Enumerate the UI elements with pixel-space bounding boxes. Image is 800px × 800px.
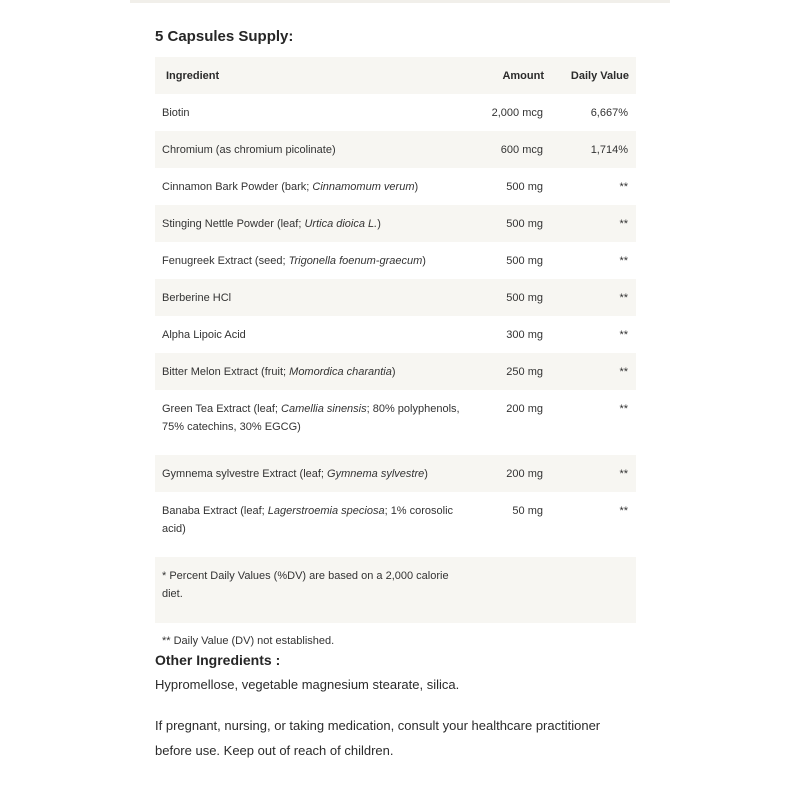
ingredient-amount: 500 mg [471, 279, 551, 316]
table-row [155, 242, 636, 279]
ingredient-name: Bitter Melon Extract (fruit; Momordica charantia) [155, 353, 471, 390]
ingredient-daily-value: ** [619, 505, 628, 517]
ingredient-daily-value: 1,714% [551, 131, 636, 168]
table-row [155, 279, 636, 316]
table-row [155, 94, 636, 131]
ingredient-name: Chromium (as chromium picolinate) [155, 131, 471, 168]
footnote-spacer [471, 557, 551, 623]
ingredient-header: Ingredient [155, 57, 471, 94]
supply-title: 5 Capsules Supply: [155, 28, 294, 45]
ingredient-amount: 500 mg [506, 180, 543, 193]
other-ingredients-title: Other Ingredients : [155, 652, 281, 668]
ingredient-name: Fenugreek Extract (seed; Trigonella foenum-graecum) [162, 254, 426, 267]
ingredient-name: Gymnema sylvestre Extract (leaf; Gymnema sylvestre) [155, 455, 471, 492]
table-row [155, 455, 636, 492]
table-row [155, 205, 636, 242]
ingredient-daily-value: ** [551, 353, 636, 390]
table-row [155, 131, 636, 168]
ingredient-name: Green Tea Extract (leaf; Camellia sinensis; 80% polyphenols, 75% catechins, 30% EGCG) [162, 403, 460, 433]
ingredient-amount: 500 mg [506, 254, 543, 267]
table-header-row [155, 57, 636, 94]
warning-text: If pregnant, nursing, or taking medication, consult your healthcare practitioner before use. Keep out of reach of children. [155, 718, 601, 758]
table-row [155, 492, 636, 557]
ingredient-name: Stinging Nettle Powder (leaf; Urtica dioica L.) [155, 205, 471, 242]
ingredient-daily-value: ** [551, 205, 636, 242]
table-row [155, 168, 636, 205]
ingredient-name: Berberine HCl [155, 279, 471, 316]
top-divider [130, 0, 670, 3]
ingredient-daily-value: ** [619, 180, 628, 193]
ingredient-daily-value: ** [619, 254, 628, 267]
other-ingredients-text: Hypromellose, vegetable magnesium stearate, silica. [155, 677, 460, 692]
ingredient-daily-value: 6,667% [590, 106, 628, 119]
ingredient-amount: 250 mg [471, 353, 551, 390]
ingredient-daily-value: ** [551, 455, 636, 492]
daily-value-header: Daily Value [551, 57, 636, 94]
percent-dv-footnote: * Percent Daily Values (%DV) are based on a 2,000 calorie diet. [155, 557, 471, 623]
ingredient-amount: 2,000 mcg [491, 106, 543, 119]
amount-header: Amount [471, 57, 551, 94]
ingredient-amount: 300 mg [506, 328, 543, 341]
ingredient-daily-value: ** [619, 403, 628, 415]
table-row [155, 353, 636, 390]
ingredient-daily-value: ** [551, 279, 636, 316]
ingredient-name: Banaba Extract (leaf; Lagerstroemia speciosa; 1% corosolic acid) [162, 505, 454, 535]
ingredient-amount: 600 mcg [471, 131, 551, 168]
footnote-spacer [551, 557, 636, 623]
supplement-facts-table [155, 57, 636, 658]
ingredient-amount: 200 mg [471, 455, 551, 492]
ingredient-amount: 500 mg [471, 205, 551, 242]
footnote-row [155, 557, 636, 623]
table-row [155, 316, 636, 353]
ingredient-daily-value: ** [619, 328, 628, 341]
ingredient-amount: 200 mg [506, 403, 543, 415]
table-row [155, 390, 636, 455]
ingredient-name: Alpha Lipoic Acid [162, 328, 246, 341]
ingredient-name: Biotin [162, 106, 190, 119]
ingredient-name: Cinnamon Bark Powder (bark; Cinnamomum verum) [162, 180, 419, 193]
dv-not-established-footnote: ** Daily Value (DV) not established. [162, 634, 335, 647]
ingredient-amount: 50 mg [512, 505, 543, 517]
